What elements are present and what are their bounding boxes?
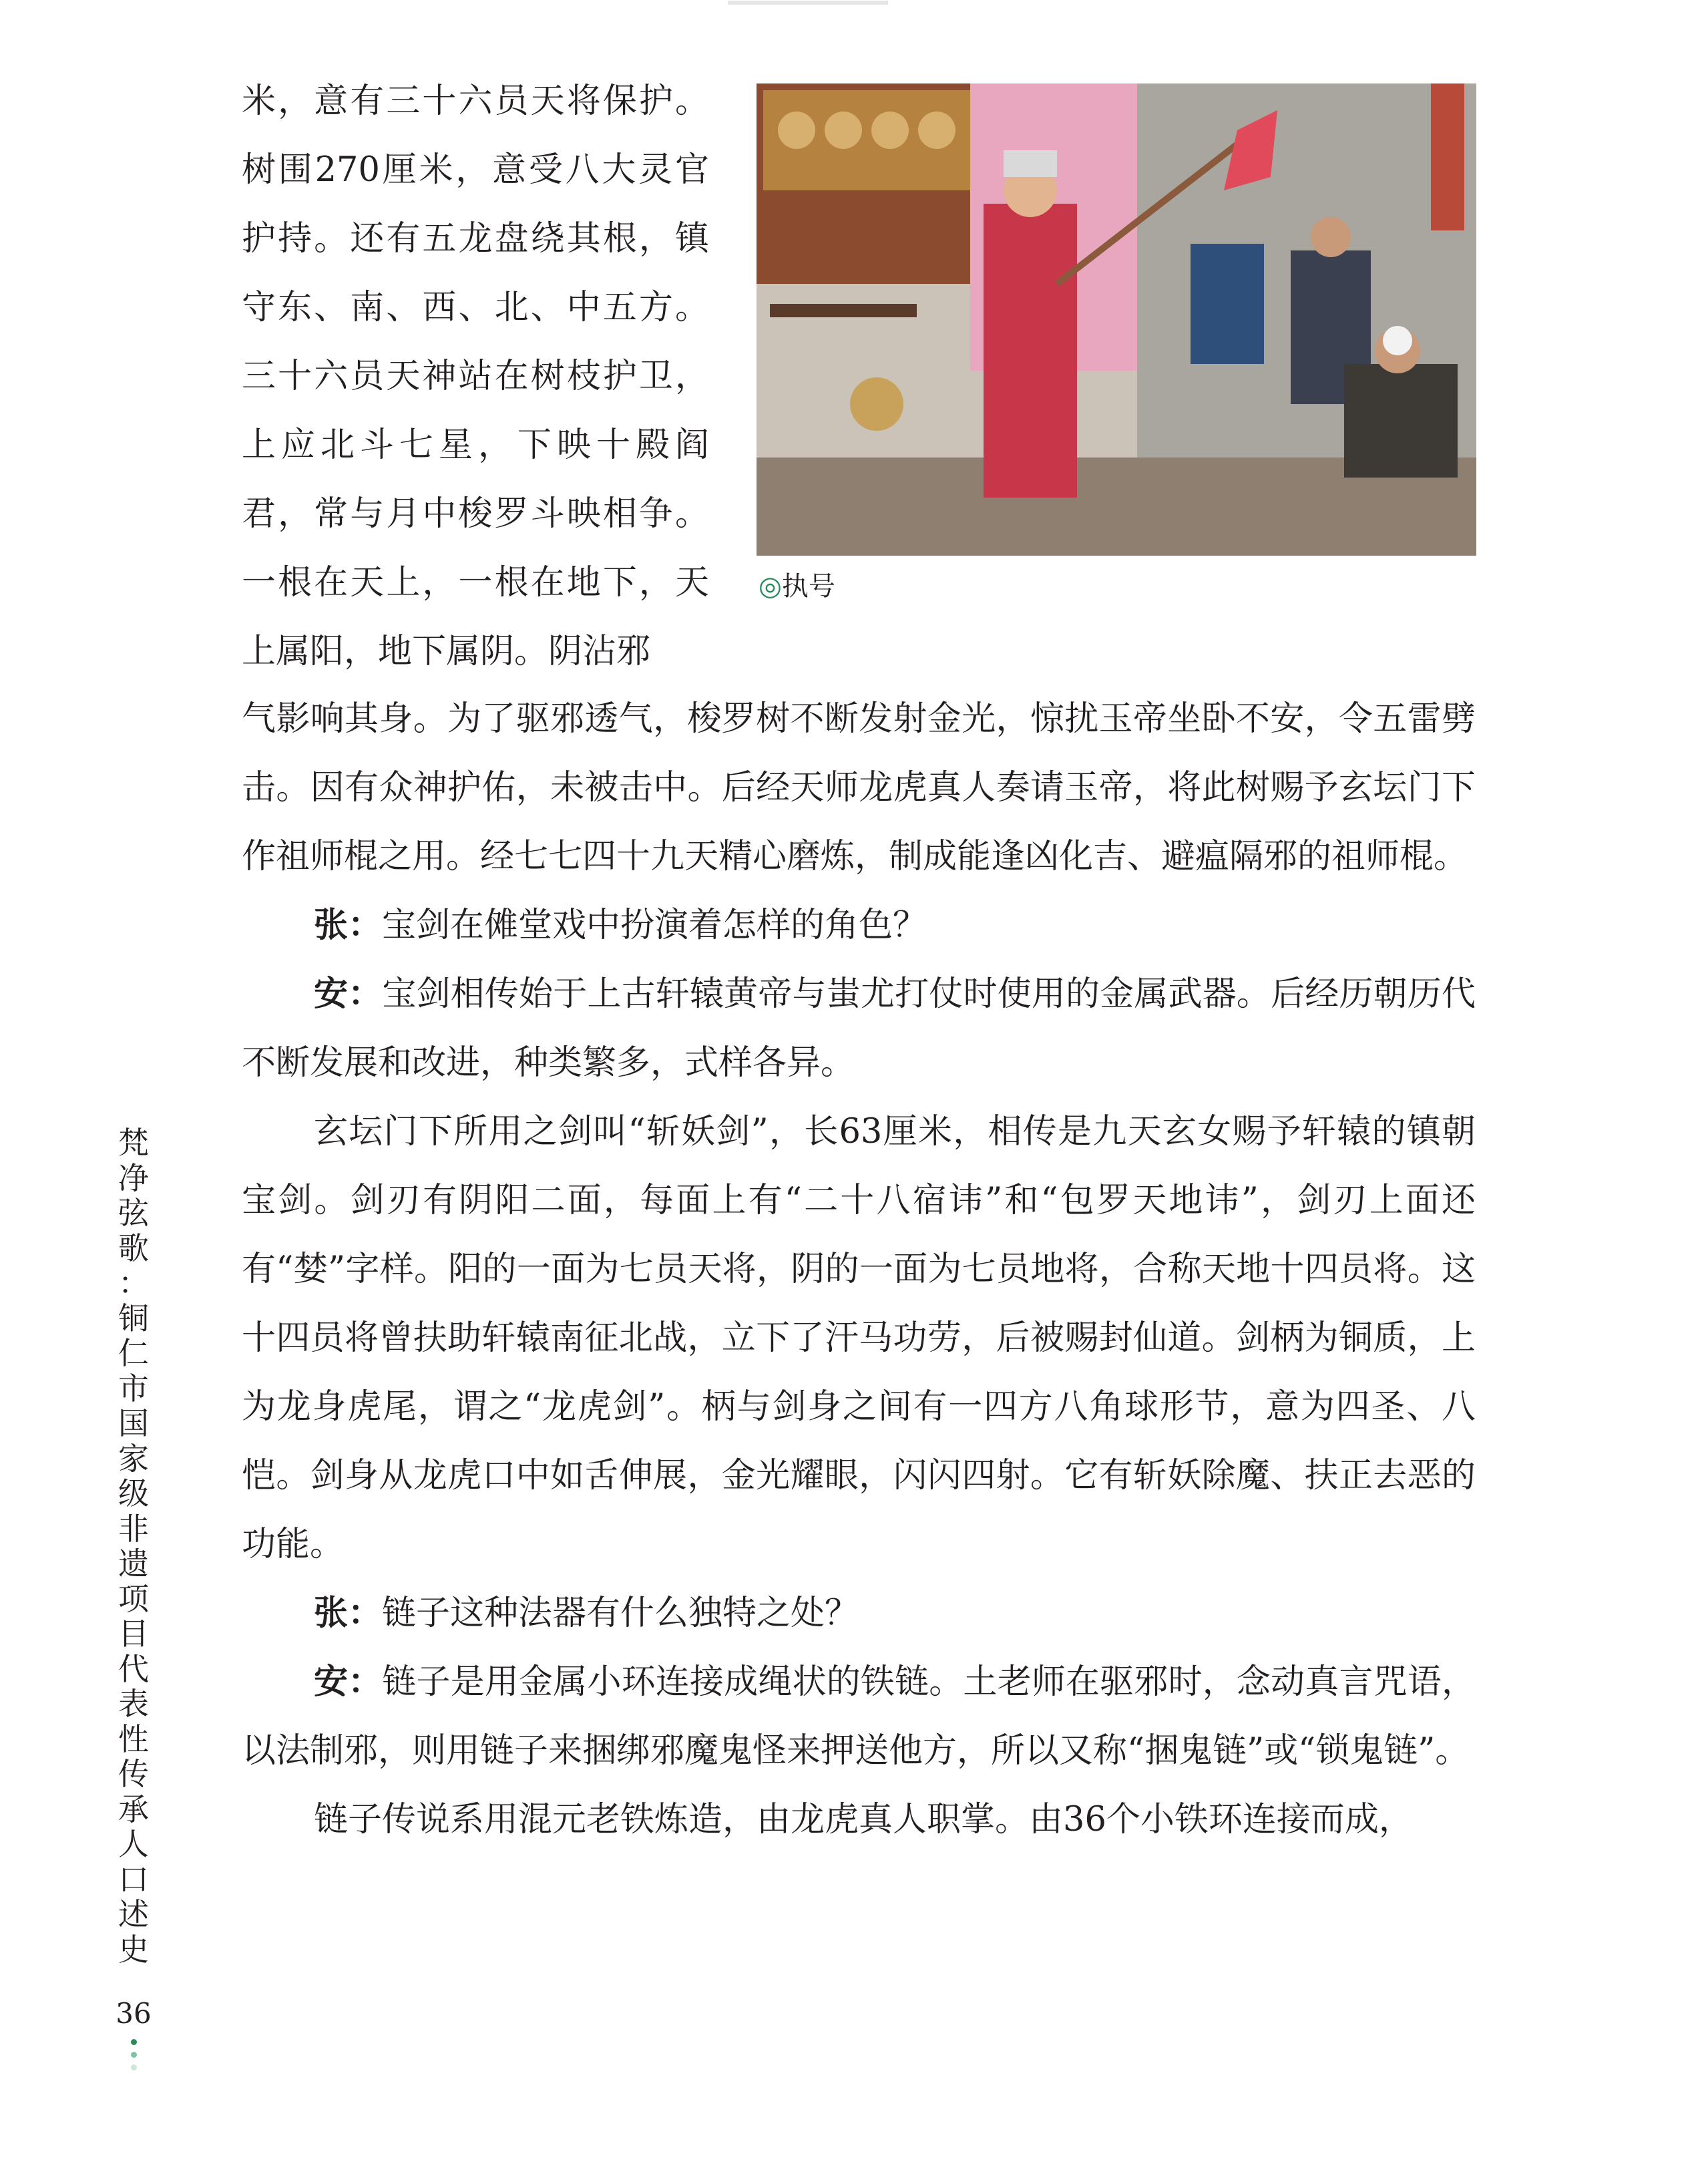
ritual-performance-photo xyxy=(757,83,1476,556)
title-char: 歌 xyxy=(118,1230,149,1266)
paragraph-text: 链子传说系用混元老铁炼造，由龙虎真人职掌。由36个小铁环连接而成， xyxy=(314,1800,1413,1839)
title-char: 口 xyxy=(118,1861,149,1897)
caption-text: 执号 xyxy=(781,571,835,602)
title-char: 弦 xyxy=(118,1195,149,1231)
title-char: 人 xyxy=(118,1826,149,1862)
title-char: ： xyxy=(118,1265,149,1301)
title-char: 遗 xyxy=(118,1545,149,1582)
top-left-text: 米，意有三十六员天将保护。树围270厘米，意受八大灵官护持。还有五龙盘绕其根，镇守东、南、西、北、中五方。三十六员天神站在树枝护卫，上应北斗七星，下映十殿阎君，常与月中梭罗斗映相争。一根在天上，一根在地下，天上属阳，地下属阴。阴沾邪 xyxy=(242,81,709,671)
title-char: 代 xyxy=(118,1650,149,1687)
running-header-fragment xyxy=(708,0,908,9)
paragraph-text: 宝剑相传始于上古轩辕黄帝与蚩尤打仗时使用的金属武器。后经历朝历代不断发展和改进，种类繁多，式样各异。 xyxy=(242,974,1476,1083)
title-char: 述 xyxy=(118,1896,149,1932)
title-char: 承 xyxy=(118,1791,149,1827)
title-char: 梵 xyxy=(118,1125,149,1161)
page-number: 36 xyxy=(116,1997,152,2030)
dot-icon xyxy=(131,2052,137,2058)
photo-caption xyxy=(759,565,835,603)
sidebar-book-title xyxy=(115,1125,152,1967)
paragraph-text: 气影响其身。为了驱邪透气，梭罗树不断发射金光，惊扰玉帝坐卧不安，令五雷劈击。因有众神护佑，未被击中。后经天师龙虎真人奏请玉帝，将此树赐予玄坛门下作祖师棍之用。经七七四十九天精心磨炼，制成能逢凶化吉、避瘟隔邪的祖师棍。 xyxy=(242,699,1476,876)
speaker-label: 安： xyxy=(314,1662,383,1702)
page-dots-decoration xyxy=(128,2039,139,2077)
title-char: 市 xyxy=(118,1370,149,1407)
paragraph-text: 链子是用金属小环连接成绳状的铁链。土老师在驱邪时，念动真言咒语，以法制邪，则用链子来捆绑邪魔鬼怪来押送他方，所以又称“捆鬼链”或“锁鬼链”。 xyxy=(242,1662,1476,1771)
top-left-paragraph xyxy=(242,67,709,686)
paragraph xyxy=(242,1785,1476,1854)
paragraph-text: 宝剑在傩堂戏中扮演着怎样的角色？ xyxy=(382,906,927,945)
caption-bullet-icon: ◎ xyxy=(759,571,782,602)
title-char: 家 xyxy=(118,1440,149,1477)
title-char: 目 xyxy=(118,1616,149,1652)
title-char: 性 xyxy=(118,1720,149,1757)
paragraph xyxy=(242,891,1476,960)
dot-icon xyxy=(131,2039,137,2045)
title-char: 表 xyxy=(118,1686,149,1722)
paragraph xyxy=(242,1097,1476,1579)
paragraph-text: 链子这种法器有什么独特之处？ xyxy=(382,1594,859,1633)
dot-icon xyxy=(131,2064,137,2070)
main-body-text xyxy=(242,685,1476,1854)
paragraph xyxy=(242,960,1476,1097)
speaker-label: 张： xyxy=(314,906,383,945)
title-char: 传 xyxy=(118,1756,149,1792)
paragraph xyxy=(242,685,1476,891)
title-char: 史 xyxy=(118,1931,149,1968)
paragraph xyxy=(242,1648,1476,1785)
paragraph-text: 玄坛门下所用之剑叫“斩妖剑”，长63厘米，相传是九天玄女赐予轩辕的镇朝宝剑。剑刃有阴阳二面，每面上有“二十八宿讳”和“包罗天地讳”，剑刃上面还有“婪”字样。阳的一面为七员天将，阴的一面为七员地将，合称天地十四员将。这十四员将曾扶助轩辕南征北战，立下了汗马功劳，后被赐封仙道。剑柄为铜质，上为龙身虎尾，谓之“龙虎剑”。柄与剑身之间有一四方八角球形节，意为四圣、八恺。剑身从龙虎口中如舌伸展，金光耀眼，闪闪四射。它有斩妖除魔、扶正去恶的功能。 xyxy=(242,1112,1476,1564)
title-char: 净 xyxy=(118,1159,149,1196)
title-char: 项 xyxy=(118,1580,149,1617)
title-char: 仁 xyxy=(118,1335,149,1371)
title-char: 非 xyxy=(118,1510,149,1547)
speaker-label: 安： xyxy=(314,974,383,1014)
title-char: 铜 xyxy=(118,1300,149,1336)
paragraph xyxy=(242,1579,1476,1648)
title-char: 级 xyxy=(118,1475,149,1511)
title-char: 国 xyxy=(118,1405,149,1441)
speaker-label: 张： xyxy=(314,1594,383,1633)
